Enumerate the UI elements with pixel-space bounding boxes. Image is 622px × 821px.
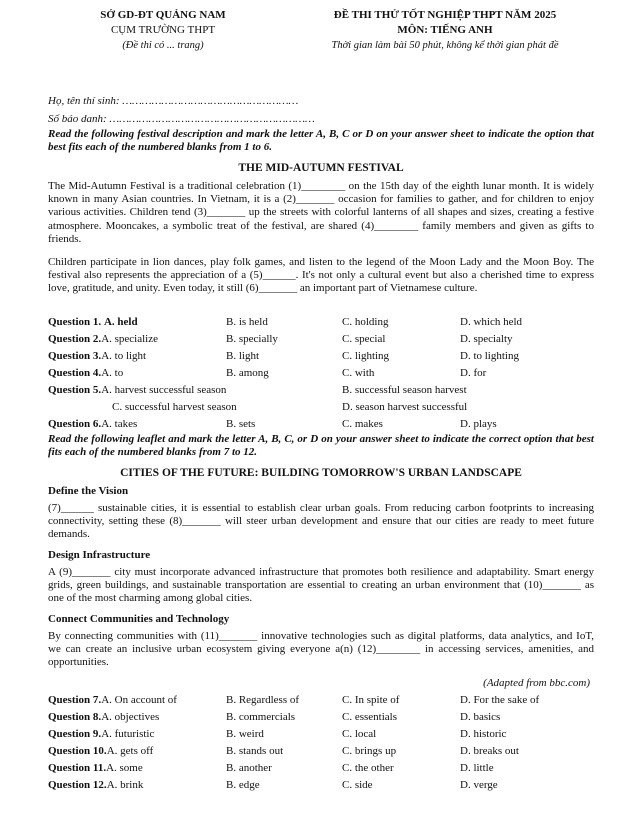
- question-row: [48, 333, 608, 347]
- option-c: C. local: [342, 728, 377, 740]
- option-b: B. stands out: [226, 745, 284, 757]
- candidate-name-field: Họ, tên thí sinh: ………………………………………………: [48, 95, 299, 107]
- option-d: D. which held: [460, 316, 523, 328]
- question-number: Question 1.: [48, 316, 102, 328]
- header-left: [58, 8, 268, 53]
- option-c: C. holding: [342, 316, 389, 328]
- question-row: [48, 711, 608, 725]
- option-a: A. futuristic: [101, 728, 155, 740]
- option-c: C. In spite of: [342, 694, 400, 706]
- option-a: A. to: [101, 367, 124, 379]
- section2-paragraph-1: (7)______ sustainable cities, it is essential to establish clear urban goals. From reducing carbon footprints to increasing connectivity, setting these (8)_______ will steer urban development and ensure that our cities are ready to meet future demands.: [48, 502, 594, 541]
- question-number: Question 3.: [48, 350, 102, 362]
- question-number: Question 5.: [48, 384, 102, 396]
- option-b: B. Regardless of: [226, 694, 300, 706]
- option-b: B. light: [226, 350, 260, 362]
- option-a: A. brink: [106, 779, 144, 791]
- section1-paragraph-1: The Mid-Autumn Festival is a traditional celebration (1)________ on the 15th day of the eighth lunar month. It is widely known in many Asian countries. In Vietnam, it is a (2)_______ occasion for families to gather, and for children to enjoy various activities. Children tend (3)_______ up the streets with colorful lanterns of all shapes and sizes, creating a festive atmosphere. Mooncakes, a symbolic treat of the festival, are shared (4)________ family members and given as gifts to friends.: [48, 180, 594, 245]
- page-count-note: (Đề thi có ... trang): [122, 40, 204, 51]
- time-limit: Thời gian làm bài 50 phút, không kể thời gian phát đề: [331, 40, 559, 51]
- option-c: C. makes: [342, 418, 383, 430]
- section2-instruction: Read the following leaflet and mark the letter A, B, C, or D on your answer sheet to indicate the correct option that best fits each of the numbered blanks from 7 to 12.: [48, 433, 594, 459]
- option-a: A. specialize: [101, 333, 158, 345]
- question-row: [48, 384, 608, 398]
- option-b: B. specially: [226, 333, 278, 345]
- subject: MÔN: TIẾNG ANH: [397, 24, 493, 36]
- section2-heading-vision: Define the Vision: [48, 485, 129, 497]
- option-a: A. to light: [101, 350, 147, 362]
- candidate-number-field: Số báo danh: ………………………………………………………: [48, 113, 315, 125]
- question-row: [48, 694, 608, 708]
- exam-title: ĐỀ THI THỬ TỐT NGHIỆP THPT NĂM 2025: [333, 9, 557, 21]
- school-cluster: CỤM TRƯỜNG THPT: [110, 24, 216, 36]
- option-d: D. specialty: [460, 333, 513, 345]
- question-number: Question 9.: [48, 728, 102, 740]
- option-a: A. some: [106, 762, 143, 774]
- option-a: A. gets off: [106, 745, 154, 757]
- section2-heading-infrastructure: Design Infrastructure: [48, 549, 151, 561]
- option-a: A. harvest successful season: [101, 384, 227, 396]
- section1-instruction: Read the following festival description and mark the letter A, B, C or D on your answer sheet to indicate the option that best fits each of the numbered blanks from 1 to 6.: [48, 128, 594, 154]
- option-b: B. among: [226, 367, 269, 379]
- question-number: Question 7.: [48, 694, 102, 706]
- option-d: D. breaks out: [460, 745, 519, 757]
- question-number: Question 8.: [48, 711, 102, 723]
- option-d: D. verge: [460, 779, 498, 791]
- question-row: [48, 350, 608, 364]
- section1-paragraph-2: Children participate in lion dances, play folk games, and listen to the legend of the Moon Lady and the Moon Boy. The festival also represents the appreciation of a (5)______. It's not only a cultural event but also a cherished time to express love, gratitude, and unity. Even today, it still (6)_______ an important part of Vietnamese culture.: [48, 256, 594, 295]
- option-d: D. plays: [460, 418, 497, 430]
- option-c: C. the other: [342, 762, 394, 774]
- question-row: [48, 745, 608, 759]
- question-number: Question 6.: [48, 418, 102, 430]
- option-d: D. For the sake of: [460, 694, 540, 706]
- option-b: B. successful season harvest: [342, 384, 467, 396]
- question-row: [48, 401, 608, 415]
- option-d: D. for: [460, 367, 487, 379]
- option-d: D. basics: [460, 711, 501, 723]
- option-c: C. lighting: [342, 350, 390, 362]
- question-row: [48, 762, 608, 776]
- question-row: [48, 779, 608, 793]
- option-a: A. objectives: [101, 711, 160, 723]
- option-c: C. side: [342, 779, 373, 791]
- option-b: B. sets: [226, 418, 256, 430]
- option-a: A. takes: [101, 418, 138, 430]
- option-b: B. is held: [226, 316, 268, 328]
- option-b: B. weird: [226, 728, 264, 740]
- section1-title: THE MID-AUTUMN FESTIVAL: [238, 162, 404, 174]
- option-b: B. another: [226, 762, 272, 774]
- header-right: [286, 8, 604, 53]
- question-row: [48, 418, 608, 432]
- question-row: [48, 728, 608, 742]
- section2-paragraph-2: A (9)_______ city must incorporate advanced infrastructure that promotes both resilience and adaptability. Smart energy grids, green buildings, and sustainable transportation are essential to creating an urban environment that (10)_______ as one of the most charming among global cities.: [48, 566, 594, 605]
- question-number: Question 10.: [48, 745, 107, 757]
- question-row: [48, 367, 608, 381]
- option-d: D. season harvest successful: [342, 401, 468, 413]
- option-c: C. with: [342, 367, 375, 379]
- section2-paragraph-3: By connecting communities with (11)_______ innovative technologies such as digital platforms, data analytics, and IoT, we can create an inclusive urban ecosystem giving everyone a(n) (12)________ in accessing services, amenities, and opportunities.: [48, 630, 594, 669]
- option-c: C. successful harvest season: [112, 401, 237, 413]
- department-name: SỞ GD-ĐT QUẢNG NAM: [100, 9, 226, 21]
- question-number: Question 2.: [48, 333, 102, 345]
- section2-title: CITIES OF THE FUTURE: BUILDING TOMORROW'S URBAN LANDSCAPE: [120, 467, 522, 479]
- option-d: D. historic: [460, 728, 507, 740]
- option-b: B. edge: [226, 779, 260, 791]
- source-note: (Adapted from bbc.com): [483, 677, 590, 689]
- question-number: Question 12.: [48, 779, 107, 791]
- option-a: A. held: [103, 316, 138, 328]
- option-a: A. On account of: [101, 694, 177, 706]
- question-number: Question 11.: [48, 762, 107, 774]
- option-c: C. special: [342, 333, 386, 345]
- option-b: B. commercials: [226, 711, 296, 723]
- option-d: D. little: [460, 762, 494, 774]
- option-d: D. to lighting: [460, 350, 519, 362]
- option-c: C. brings up: [342, 745, 397, 757]
- question-number: Question 4.: [48, 367, 102, 379]
- section2-heading-communities: Connect Communities and Technology: [48, 613, 230, 625]
- question-row: [48, 316, 608, 330]
- option-c: C. essentials: [342, 711, 397, 723]
